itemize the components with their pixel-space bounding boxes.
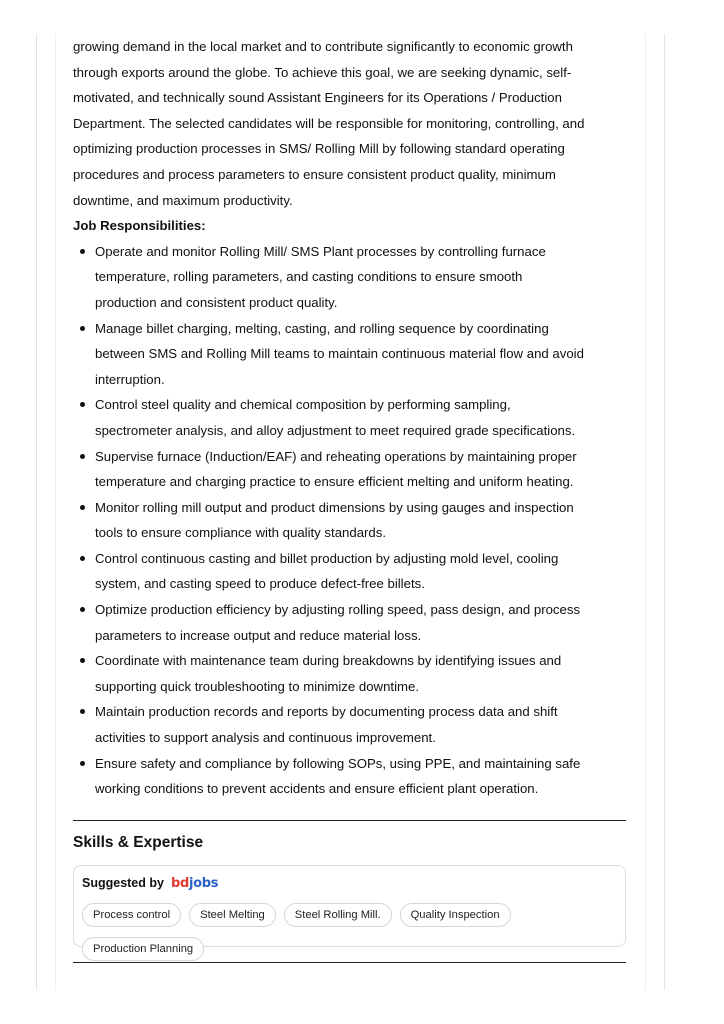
bullet-icon	[80, 249, 85, 254]
intro-line: Department. The selected candidates will be responsible for monitoring, controlling, and	[73, 115, 585, 131]
list-item: Control steel quality and chemical composition by performing sampling, spectrometer analysis, and alloy adjustment to meet required grade specifications.	[73, 392, 626, 443]
bullet-icon	[80, 709, 85, 714]
intro-line: motivated, and technically sound Assistant Engineers for its Operations / Production	[73, 90, 562, 106]
bullet-icon	[80, 658, 85, 663]
list-item: Coordinate with maintenance team during breakdowns by identifying issues and supporting quick troubleshooting to minimize downtime.	[73, 648, 626, 699]
list-item: Optimize production efficiency by adjusting rolling speed, pass design, and process parameters to increase output and reduce material loss.	[73, 597, 626, 648]
job-description-content	[73, 34, 626, 963]
page-border-right-inner	[645, 34, 646, 990]
intro-line: downtime, and maximum productivity.	[73, 192, 293, 208]
page-border-left	[36, 34, 37, 990]
intro-line: through exports around the globe. To achieve this goal, we are seeking dynamic, self-	[73, 64, 572, 80]
bullet-icon	[80, 556, 85, 561]
list-item: Maintain production records and reports by documenting process data and shift activities to support analysis and continuous improvement.	[73, 699, 626, 750]
section-divider	[73, 962, 626, 963]
bullet-icon	[80, 607, 85, 612]
section-divider	[73, 820, 626, 821]
skill-chip[interactable]: Steel Rolling Mill.	[284, 903, 392, 927]
bdjobs-logo: bdjobs	[170, 875, 219, 891]
intro-line: growing demand in the local market and to contribute significantly to economic growth	[73, 39, 573, 54]
responsibilities-list	[73, 239, 626, 802]
suggested-by-row	[82, 876, 617, 891]
bullet-icon	[80, 454, 85, 459]
skill-chip[interactable]: Production Planning	[82, 937, 204, 961]
list-item: Manage billet charging, melting, casting, and rolling sequence by coordinating between SMS and Rolling Mill teams to maintain continuous material flow and avoid interruption.	[73, 316, 626, 393]
bullet-icon	[80, 761, 85, 766]
skill-chip[interactable]: Quality Inspection	[400, 903, 511, 927]
list-item: Operate and monitor Rolling Mill/ SMS Plant processes by controlling furnace temperature, rolling parameters, and casting conditions to ensure smooth production and consistent product quality.	[73, 239, 626, 316]
responsibilities-heading: Job Responsibilities:	[73, 218, 206, 234]
page-border-left-inner	[55, 34, 56, 990]
bullet-icon	[80, 326, 85, 331]
skill-chip[interactable]: Process control	[82, 903, 181, 927]
intro-line: optimizing production processes in SMS/ Rolling Mill by following standard operating	[73, 141, 565, 157]
page-border-right	[664, 34, 665, 990]
skill-chip[interactable]: Steel Melting	[189, 903, 276, 927]
skills-title: Skills & Expertise	[73, 833, 204, 851]
suggested-by-label: Suggested by	[82, 875, 164, 890]
list-item: Ensure safety and compliance by following SOPs, using PPE, and maintaining safe working conditions to prevent accidents and ensure efficient plant operation.	[73, 751, 626, 802]
bullet-icon	[80, 402, 85, 407]
intro-line: procedures and process parameters to ensure consistent product quality, minimum	[73, 166, 556, 182]
list-item: Monitor rolling mill output and product dimensions by using gauges and inspection tools to ensure compliance with quality standards.	[73, 495, 626, 546]
skills-box	[73, 865, 626, 955]
skill-chips	[82, 903, 532, 961]
bullet-icon	[80, 505, 85, 510]
intro-paragraph	[73, 34, 626, 213]
list-item: Control continuous casting and billet production by adjusting mold level, cooling system, and casting speed to produce defect-free billets.	[73, 546, 626, 597]
list-item: Supervise furnace (Induction/EAF) and reheating operations by maintaining proper temperature and charging practice to ensure efficient melting and uniform heating.	[73, 444, 626, 495]
